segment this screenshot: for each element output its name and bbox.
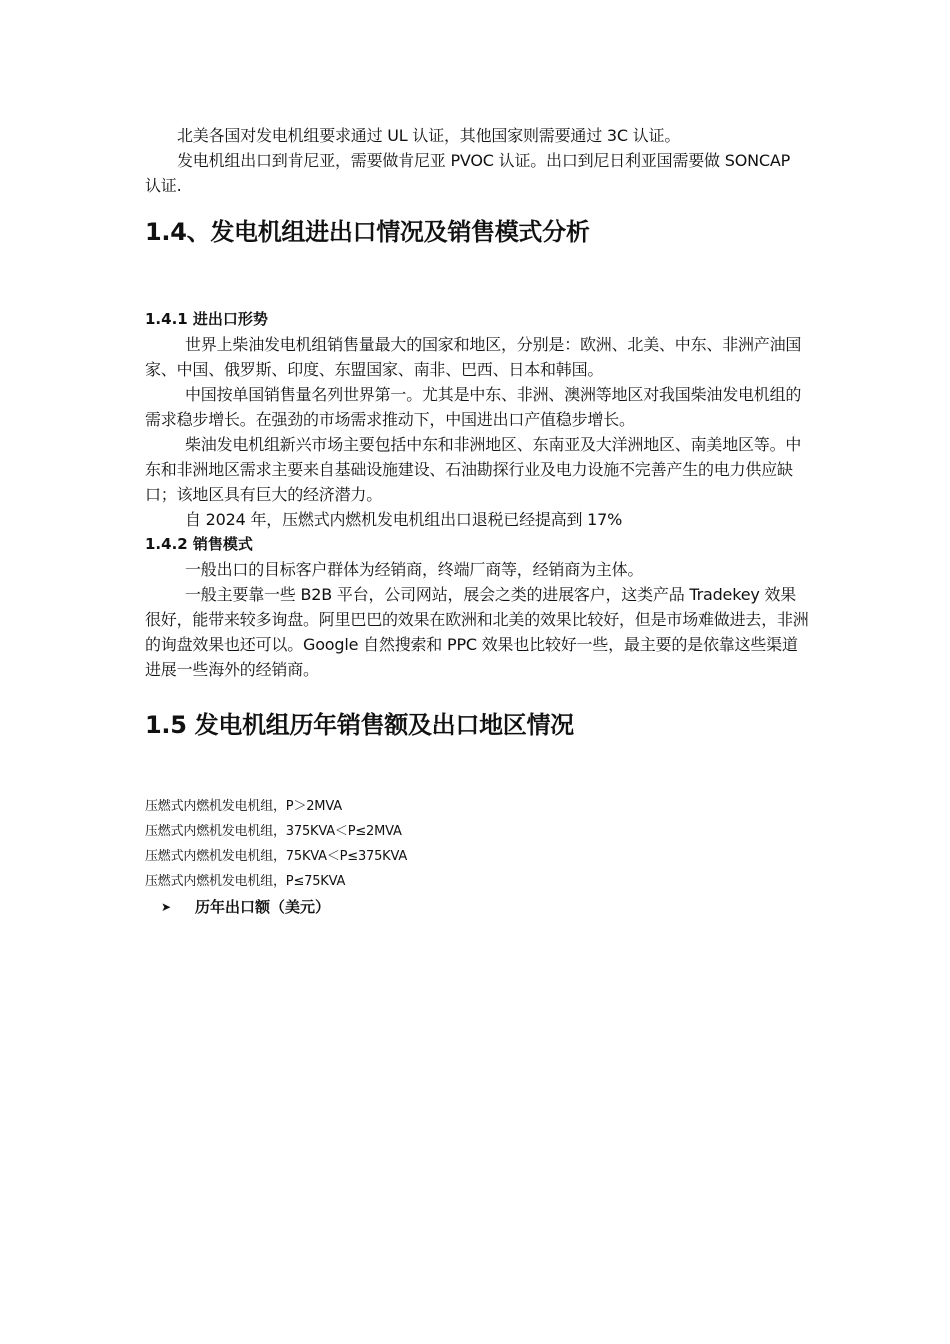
product-code-item: 压燃式内燃机发电机组，P≤75KVA [145,874,346,889]
subsection-heading-1-4-1: 1.4.1 进出口形势 [145,310,268,328]
paragraph-market-regions: 世界上柴油发电机组销售量最大的国家和地区，分别是：欧洲、北美、中东、非洲产油国家、中国、俄罗斯、印度、东盟国家、南非、巴西、日本和韩国。 [145,335,802,379]
paragraph-emerging-markets: 柴油发电机组新兴市场主要包括中东和非洲地区、东南亚及大洋洲地区、南美地区等。中东和非洲地区需求主要来自基础设施建设、石油勘探行业及电力设施不完善产生的电力供应缺口；该地区具有巨大的经济潜力。 [145,435,802,504]
product-code-list [145,794,810,894]
intro-paragraph-certification: 北美各国对发电机组要求通过 UL 认证，其他国家则需要通过 3C 认证。 [177,126,681,145]
paragraph-china-sales: 中国按单国销售量名列世界第一。尤其是中东、非洲、澳洲等地区对我国柴油发电机组的需求稳步增长。在强劲的市场需求推动下，中国进出口产值稳步增长。 [145,385,802,429]
product-code-item: 压燃式内燃机发电机组，375KVA＜P≤2MVA [145,824,402,839]
document-body [145,123,810,920]
section-heading-1-4: 1.4、发电机组进出口情况及销售模式分析 [145,218,590,246]
intro-paragraph-export-certification: 发电机组出口到肯尼亚，需要做肯尼亚 PVOC 认证。出口到尼日利亚国需要做 SONCAP 认证. [145,151,791,195]
product-code-item: 压燃式内燃机发电机组，P＞2MVA [145,799,342,814]
bullet-label: 历年出口额（美元） [195,898,331,916]
arrowhead-bullet-icon: ➤ [161,900,172,914]
paragraph-sales-channels: 一般主要靠一些 B2B 平台，公司网站，展会之类的进展客户，这类产品 Tradekey 效果很好，能带来较多询盘。阿里巴巴的效果在欧洲和北美的效果比较好，但是市场难做进去，非洲的询盘效果也还可以。Google 自然搜索和 PPC 效果也比较好一些，最主要的是依靠这些渠道进展一些海外的经销商。 [145,585,809,679]
product-code-item: 压燃式内燃机发电机组，75KVA＜P≤375KVA [145,849,408,864]
bullet-export-value [161,894,810,920]
paragraph-target-customers: 一般出口的目标客户群体为经销商，终端厂商等，经销商为主体。 [185,560,644,579]
paragraph-tax-rebate: 自 2024 年，压燃式内燃机发电机组出口退税已经提高到 17% [185,510,623,529]
section-heading-1-5: 1.5 发电机组历年销售额及出口地区情况 [145,711,574,739]
subsection-heading-1-4-2: 1.4.2 销售模式 [145,535,253,553]
